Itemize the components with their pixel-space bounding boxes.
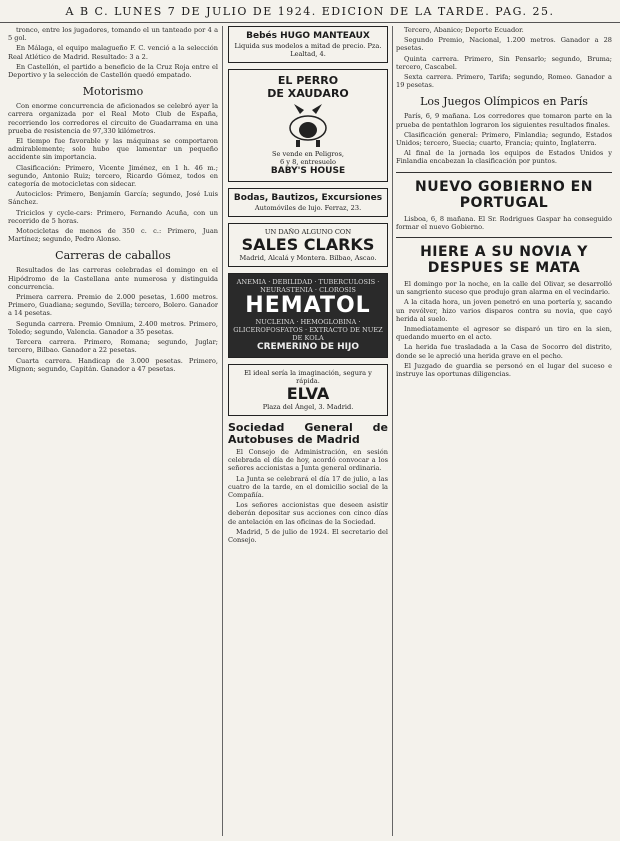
ad-text: Madrid, Alcalá y Montera. Bilbao, Ascao. [239,254,377,262]
section-heading-carreras: Carreras de caballos [55,249,171,263]
paragraph: La Junta se celebrará el día 17 de julio, a las cuatro de la tarde, en el domicilio social de la Compañía. [228,474,388,500]
paragraph: Sexta carrera. Primero, Tarifa; segundo, Romeo. Ganador a 19 pesetas. [396,73,612,90]
news-headline-portugal: NUEVO GOBIERNO EN PORTUGAL [415,178,593,211]
paragraph: tronco, entre los jugadores, tomando el un tanteado por 4 a 5 gol. [8,26,218,43]
ad-brand: CREMERINO DE HIJO [256,342,359,352]
paragraph: En Málaga, el equipo malagueño F. C. venció a la selección Real Atlético de Madrid. Resultado: 3 a 2. [8,44,218,61]
ad-title: EL PERRO [277,74,339,87]
paragraph: Autociclos: Primero, Benjamín García; segundo, José Luis Sánchez. [8,190,218,207]
paragraph: Resultados de las carreras celebradas el domingo en el Hipódromo de la Castellana ante numerosa y distinguida concurrencia. [8,266,218,291]
ad-text: ANEMIA · DEBILIDAD · TUBERCULOSIS · NEURASTENIA · CLOROSIS [236,278,380,294]
ad-title: Bebés HUGO MANTEAUX [246,31,370,41]
ad-text: NUCLEINA · HEMOGLOBINA · GLICEROFOSFATOS · EXTRACTO DE NUEZ DE KOLA [233,318,383,342]
column-left [8,26,218,836]
ad-title: ELVA [286,384,330,403]
divider [396,237,612,238]
paragraph: Segunda carrera. Premio Omnium, 2.400 metros. Primero, Toledo; segundo, Valencia. Ganador a 35 pesetas. [8,319,218,336]
ad-text: El ideal sería la imaginación, segura y rápida. [244,369,372,385]
news-headline: Sociedad General de Autobuses de Madrid [228,421,388,446]
paragraph: Motocicletas de menos de 350 c. c.: Primero, Juan Martínez; segundo, Pedro Alonso. [8,227,218,244]
paragraph: Segundo Premio, Nacional, 1.200 metros. Ganador a 28 pesetas. [396,36,612,53]
paragraph: Primera carrera. Premio de 2.000 pesetas, 1.600 metros. Primero, Guadiana; segundo, Sevilla; tercero, Bolero. Ganador a 14 pesetas. [8,293,218,318]
paragraph: Tercero, Abanico; Deporte Ecuador. [404,26,524,34]
ad-bodas [228,188,388,217]
paragraph: Al final de la jornada los equipos de Estados Unidos y Finlandia encabezan la clasificación por puntos. [396,149,612,166]
section-heading-juegos: Los Juegos Olímpicos en París [420,95,588,109]
column-rule [222,26,223,836]
ad-brand: BABY'S HOUSE [270,166,346,176]
paragraph: La herida fue trasladada a la Casa de Socorro del distrito, donde se le apreció una herida grave en el pecho. [396,343,612,360]
ad-text: Plaza del Ángel, 3. Madrid. [262,403,354,411]
news-headline-hiere: HIERE A SU NOVIA Y DESPUES SE MATA [420,244,588,277]
paragraph: Los señores accionistas que deseen asistir deberán depositar sus acciones con cinco días de antelación en las oficinas de la Sociedad. [228,501,388,526]
paragraph: Con enorme concurrencia de aficionados se celebró ayer la carrera organizada por el Real Moto Club de España, recorriendo los corredores el circuito de Guadarrama en una prueba de resistencia de 97,330 kilómetros. [8,102,218,135]
ad-text: UN DAÑO ALGUNO CON [264,228,352,236]
ad-perro-xaudaro [228,69,388,182]
column-rule [392,26,393,836]
ad-title: DE XAUDARO [267,87,349,100]
paragraph: En Castellón, el partido a beneficio de la Cruz Roja entre el Deportivo y la selección de Castellón quedó empatado. [8,62,218,80]
section-heading-motorismo: Motorismo [82,85,144,99]
ad-text: Liquida sus modelos a mitad de precio. Pza. Lealtad, 4. [234,42,382,58]
divider [396,172,612,173]
ad-text: Automóviles de lujo. Ferraz, 23. [254,204,362,212]
ad-title: SALES CLARKS [241,235,375,254]
paragraph: Tercera carrera. Primero, Romana; segundo, Juglar; tercero, Bilbao. Ganador a 22 pesetas. [8,338,218,355]
dog-illustration-icon [278,102,338,148]
paragraph: Inmediatamente el agresor se disparó un tiro en la sien, quedando muerto en el acto. [396,325,612,342]
column-middle [228,26,388,836]
paragraph: Lisboa, 6, 8 mañana. El Sr. Rodrigues Gaspar ha conseguido formar el nuevo Gobierno. [396,214,612,231]
paragraph: Clasificación general: Primero, Finlandia; segundo, Estados Unidos; tercero, Suecia; cuarto, Francia; quinto, Inglaterra. [396,130,612,148]
ad-title: Bodas, Bautizos, Excursiones [233,193,383,203]
ad-text: Se vende en Peligros, [272,150,344,158]
page-header: A B C. LUNES 7 DE JULIO DE 1924. EDICION DE LA TARDE. PAG. 25. [0,0,620,23]
ad-title: HEMATOL [245,293,371,318]
paragraph: El tiempo fue favorable y las máquinas se comportaron admirablemente; solo hubo que lamentar un pequeño accidente sin importancia. [8,137,218,162]
ad-elva [228,364,388,416]
paragraph: Cuarta carrera. Handicap de 3.000 pesetas. Primero, Mignon; segundo, Capitán. Ganador a 47 pesetas. [8,356,218,373]
paragraph: París, 6, 9 mañana. Los corredores que tomaron parte en la prueba de pentathlon lograron los siguientes resultados finales. [396,112,612,129]
ad-hugo [228,26,388,63]
paragraph: Triciclos y cycle-cars: Primero, Fernando Acuña, con un recorrido de 5 horas. [8,208,218,225]
paragraph: El Consejo de Administración, en sesión celebrada el día de hoy, acordó convocar a los señores accionistas a Junta general ordinaria. [228,448,388,473]
paragraph: Madrid, 5 de julio de 1924. El secretario del Consejo. [228,527,388,545]
ad-text: 6 y 8, entresuelo [280,158,336,166]
ad-hematol [228,273,388,358]
ad-sales-clarks [228,223,388,267]
paragraph: El domingo por la noche, en la calle del Olivar, se desarrolló un sangriento suceso que produjo gran alarma en el vecindario. [396,280,612,297]
paragraph: Clasificación: Primero, Vicente Jiménez, en 1 h. 46 m.; segundo, Antonio Ruiz; tercero, Ricardo Gómez, todos en categoría de motocicletas con sidecar. [8,163,218,189]
paragraph: El Juzgado de guardia se personó en el lugar del suceso e instruye las oportunas diligencias. [396,361,612,379]
paragraph: Quinta carrera. Primero, Sin Pensarlo; segundo, Bruma; tercero, Cascabel. [396,54,612,71]
paragraph: A la citada hora, un joven penetró en una portería y, sacando un revólver, hizo varios disparos contra su novia, que cayó herida al suelo. [396,298,612,323]
column-right [396,26,612,836]
